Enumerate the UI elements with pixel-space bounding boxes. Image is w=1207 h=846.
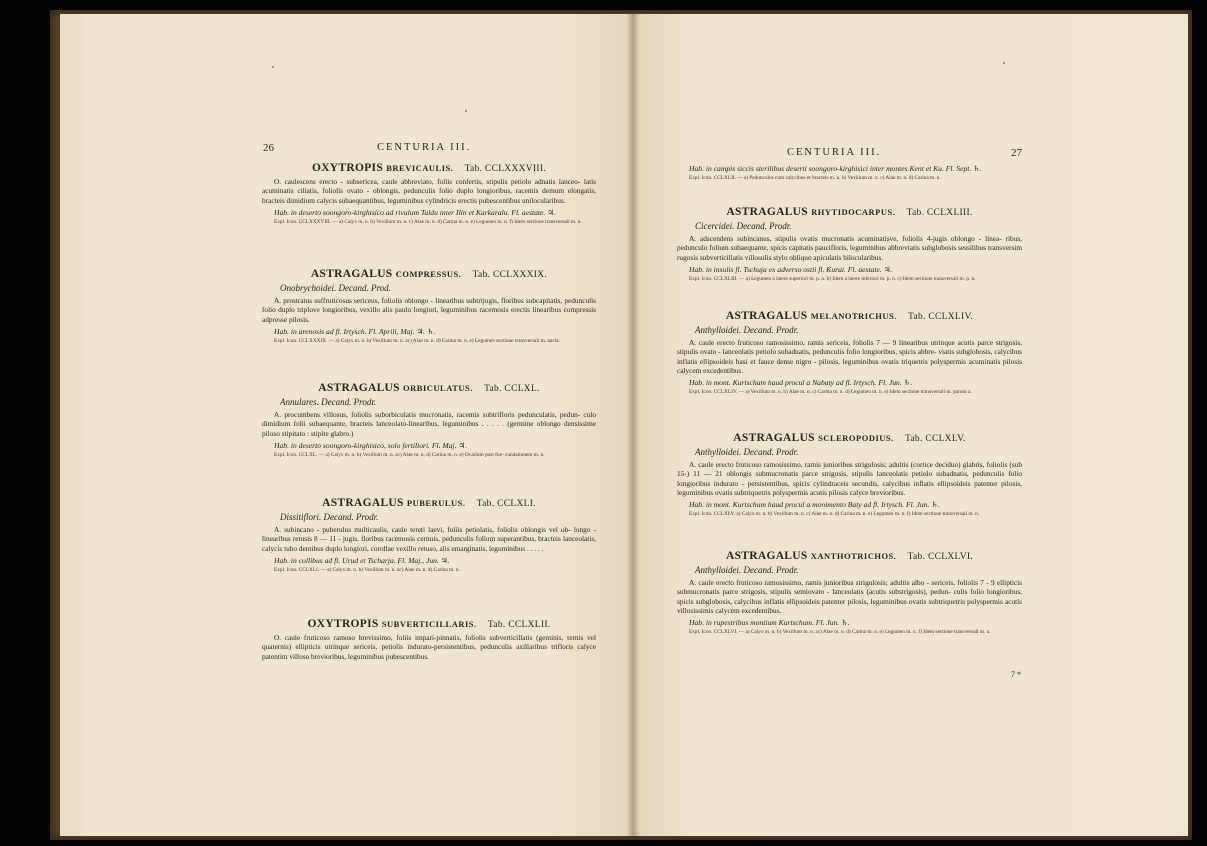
plate-number: Tab. CCLXLII.: [487, 620, 551, 630]
species-entry: [677, 432, 1022, 519]
genus-name: ASTRAGALUS: [726, 206, 808, 218]
foxing-spot: [1003, 62, 1005, 64]
diagnosis: A. caule erecto fruticoso ramosissimo, ramis sericeis, foliolis 7 — 9 linearibus utrinque acutis parce strigosis, stipulis ovato - lanceolatis petiolo subadnatis, pedunculis folio longioribus, spicis abbre- viatis subglobosis, calycibus inflatis ellipsoideis basi et fauce dense nigro - pilosis, leguminibus ovatis triquetris polyspermis acuminatis pilosis calycem excedentibus.: [677, 338, 1022, 375]
entry-title: [677, 310, 1022, 322]
entry-title: [262, 268, 596, 280]
plate-number: Tab. CCLXL.: [484, 384, 540, 394]
entry-title: [262, 382, 596, 394]
species-entry: [677, 310, 1022, 397]
signature-mark: 7 *: [1011, 670, 1021, 679]
habitat: Hab. in campis siccis sterilibus deserti soongoro-kirghisici inter montes Kent et Ku. Fl. Sept. ♄.: [689, 164, 982, 173]
plate-number: Tab. CCLXLI.: [476, 499, 536, 509]
right-page: [633, 14, 1188, 836]
diagnosis: A. prostratus suffruticosus sericeus, foliolis oblongo - linearibus subtrijugis, floribus subcapitatis, pedunculis folio duplo triplove longioribus, vexillo alis paulo longiori, leguminibus racemosis erectis linearibus compressis adpresse pilosis.: [262, 296, 596, 324]
running-head: CENTURIA III.: [787, 147, 882, 158]
species-entry: [262, 162, 596, 226]
species-name: BREVICAULIS.: [386, 163, 454, 173]
genus-name: ASTRAGALUS: [322, 497, 404, 509]
habitat: Hab. in collibus ad fl. Urud et Tscharja. Fl. Maj., Jun. ♃.: [274, 555, 450, 565]
plate-explanation: Expl. Icon. CCLXLIII. — a) Legumen a latere superiori m. p. n. b) Idem a latere inferiori m. p. n. c) Idem sectione transversali m. p. n.: [689, 275, 976, 282]
entry-title: [677, 206, 1022, 218]
genus-name: ASTRAGALUS: [310, 268, 393, 280]
habitat: Hab. in deserto soongoro-kirghisico ad rivulum Taldu inter Ilin et Karkaralu. Fl. aestate. ♃.: [274, 207, 556, 217]
plate-explanation: Expl. Icon. CCLXLII. — a) Pedunculus cum calycibus et bracteis m. n. b) Vexillum m. n. c) Alae m. n. d) Carina m. n.: [689, 175, 941, 181]
running-head: CENTURIA III.: [377, 142, 472, 153]
species-name: COMPRESSUS.: [395, 269, 462, 279]
habitat: Hab. in mont. Kurtschum haud procul a monimento Baty ad fl. Irtysch. Fl. Jun. ♄.: [689, 500, 940, 510]
species-name: ORBICULATUS.: [403, 383, 473, 393]
plate-explanation: Expl. Icon. CCLXLI. — a) Calyx m. n. b) Vexillum m. n. ac) Alae m. n. d) Carina m. n.: [274, 566, 460, 573]
genus-name: OXYTROPIS: [307, 618, 379, 630]
species-name: SCLEROPODIUS.: [818, 433, 894, 443]
genus-name: ASTRAGALUS: [733, 432, 815, 444]
foxing-spot: [465, 110, 467, 112]
species-entry: [262, 497, 596, 574]
diagnosis: A. caule erecto fruticoso ramosissimo, ramis junioribus strigulosis; adultis (cortice deciduo) glabris, foliolis (sub 15-) 11 — 21 oblongis submucronatis parce strigosis, stipulis lanceolatis petiolo subadnatis, pedunculis folio longioribus indurato - persistentibus, spicis cylindraceis secundis, calycibus inflatis ellipsoideis patenter pilosis, leguminibus ovatis subtriquetris polyspermis acutis pilosis calyce brevioribus.: [677, 460, 1022, 497]
plate-explanation: Expl. Icon. CCLXL. — a) Calyx m. n. b) Vexillum m. n. ac) Alae m. n. d) Carina m. n. e) Ovarium post foe- cundationem m. n.: [274, 451, 545, 458]
genus-name: OXYTROPIS: [311, 162, 384, 174]
section-name: Onobrychoidei. Decand. Prod.: [280, 283, 391, 293]
diagnosis: A. procumbens villosus, foliolis suborbiculatis mucronatis, racemis subtrifloris pedunculatis, pedun- culo dimidium folii subaequante, bracteis lanceolato-linearibus, leguminibus . . . . . (germine oblongo densissime piloso stipitato : stipite glabro.): [262, 410, 596, 438]
species-name: MELANOTRICHUS.: [810, 311, 897, 321]
diagnosis: O. caule fruticoso ramoso brevissimo, foliis impari-pinnatis, foliolis subverticillatis (geminis, ternis vel quaternis) ellipticis utrinque sericeis, petiolis indurato-persistentibus, pedunculis axillaribus trifloris calyce patentim villoso brevioribus, leguminibus pubescentibus.: [262, 633, 596, 661]
species-name: XANTHOTRICHOS.: [810, 551, 897, 561]
plate-number: Tab. CCLXXXIX.: [472, 270, 548, 280]
continuation-entry: [677, 164, 1022, 183]
entry-title: [677, 550, 1022, 562]
entry-title: [262, 618, 596, 630]
species-entry: [262, 268, 596, 345]
genus-name: ASTRAGALUS: [725, 550, 808, 562]
section-name: Dissitiflori. Decand. Prodr.: [280, 512, 379, 522]
plate-explanation: Expl. Icon. CCLXLIV. — a) Vexillum m. n. b) Alae m. n. c) Carina m. n. d) Legumen m. n. e) Idem sectione transversali m. parum a.: [689, 389, 972, 396]
section-name: Anthylloidei. Decand. Prodr.: [695, 325, 799, 335]
habitat: Hab. in insulis fl. Tschuja ex adverso ostii fl. Kurai. Fl. aestate. ♃.: [689, 264, 893, 274]
plate-number: Tab. CCLXLVI.: [907, 552, 974, 562]
section-name: Anthylloidei. Decand. Prodr.: [695, 447, 799, 457]
species-entry: [677, 550, 1022, 637]
species-name: PUBERULUS.: [406, 498, 466, 508]
entry-title: [262, 497, 596, 509]
genus-name: ASTRAGALUS: [318, 382, 400, 394]
habitat: Hab. in arenosis ad fl. Irtysch. Fl. Aprili, Maj. ♃. ♄.: [274, 326, 436, 336]
plate-explanation: Expl. Icon. CCLXXXVIII. — a) Calyx m. n. b) Vexillum m. n. c) Alae m. n. d) Carina m. n. e) Legumen m. n. f) Idem sectione transversali m. n.: [274, 218, 582, 225]
section-name: Anthylloidei. Decand. Prodr.: [695, 565, 799, 575]
entry-title: [677, 432, 1022, 444]
plate-explanation: Expl. Icon. CCLXXXIX. — a) Calyx m. n. b) Vexillum m. n. ac) Alae m. n. d) Carina m. n. e) Legumen sectione transversali m. aucta.: [274, 337, 560, 344]
species-entry: [262, 618, 596, 661]
entry-title: [262, 162, 596, 174]
plate-number: Tab. CCLXLV.: [904, 434, 966, 444]
page-number: 26: [263, 142, 274, 154]
section-name: Annulares. Decand. Prodr.: [280, 397, 377, 407]
plate-number: Tab. CCLXLIII.: [906, 208, 973, 218]
diagnosis: O. caulescens erecto - subsericea, caule abbreviato, foliis confertis, stipulis petiolo adnatis lanceo- latis acuminatis ciliatis, foliolis ovato - oblongis, pedunculis folio duplo longioribus, racemis demum elongatis, bracteis dimidium calycis subaequantibus, leguminibus cylindricis erectis pubescentibus unilocularibus.: [262, 177, 596, 205]
habitat: Hab. in rupestribus montium Kurtschum. Fl. Jun. ♄.: [689, 618, 850, 628]
diagnosis: A. adscendens subincanus, stipulis ovatis mucronatis acuminatisve, foliolis 4-jugis oblongo - linea- ribus, pedunculo folium subaequante, spicis capitatis paucifloris, leguminibus abbreviatis subglobosis sessilibus transversim rugosis subverticillatis villosulis stylo obliquo apiculatis bilocularibus.: [677, 234, 1022, 262]
diagnosis: A. caule erecto fruticoso ramosissimo, ramis junioribus strigulosis; adultis albo - sericeis, foliolis 7 - 9 ellipticis submucronatis parce strigosis, stipulis semiovato - lanceolatis (acutis substrigosis), pedun- culis folio longioribus, spicis subglobosis, calycibus inflatis ellipsoideis patenter pilosis, leguminibus ovatis subtriquetris polyspermis acutis villosissimis calycem excedentibus.: [677, 578, 1022, 615]
plate-number: Tab. CCLXXXVIII.: [464, 164, 547, 174]
book-gutter: [626, 14, 640, 836]
species-entry: [677, 206, 1022, 283]
habitat: Hab. in mont. Kurtschum haud procul a Nabaty ad fl. Irtysch. Fl. Jun. ♄.: [689, 378, 913, 388]
foxing-spot: [272, 66, 274, 68]
section-name: Cicercidei. Decand. Prodr.: [695, 221, 792, 231]
species-entry: [262, 382, 596, 459]
plate-explanation: Expl. Icon. CCLXLV. a) Calyx m. n. b) Vexillum m. n. c) Alae m. n. d) Carina m. n. e) Legumen m. n. f) Idem sectione transversali m. n.: [689, 511, 980, 518]
page-number: 27: [1011, 147, 1022, 159]
plate-explanation: Expl. Icon. CCLXLVI. — a) Calyx m. n. b) Vexillum m. n. ac) Alae m. n. d) Carina m. n. e) Legumen m. n. f) Idem sectione transversali m. n.: [689, 629, 991, 636]
species-name: SUBVERTICILLARIS.: [381, 619, 477, 629]
genus-name: ASTRAGALUS: [725, 310, 808, 322]
plate-number: Tab. CCLXLIV.: [908, 312, 974, 322]
diagnosis: A. subincano - puberulus multicaulis, caule tereti laevi, foliis petiolatis, foliolis oblongis vel ob- longo - linearibus retusis 8 — 11 - jugis, floribus racemosis cernuis, pedunculis folium superantibus, bracteis lanceolatis, calycis tubo dentibus duplo longiori, corollae vexillo retuso, alis emarginatis, leguminibus . . . . .: [262, 525, 596, 553]
habitat: Hab. in deserto soongoro-kirghisico, solo fertiliori. Fl. Maj. ♃.: [274, 440, 468, 450]
species-name: RHYTIDOCARPUS.: [811, 207, 896, 217]
